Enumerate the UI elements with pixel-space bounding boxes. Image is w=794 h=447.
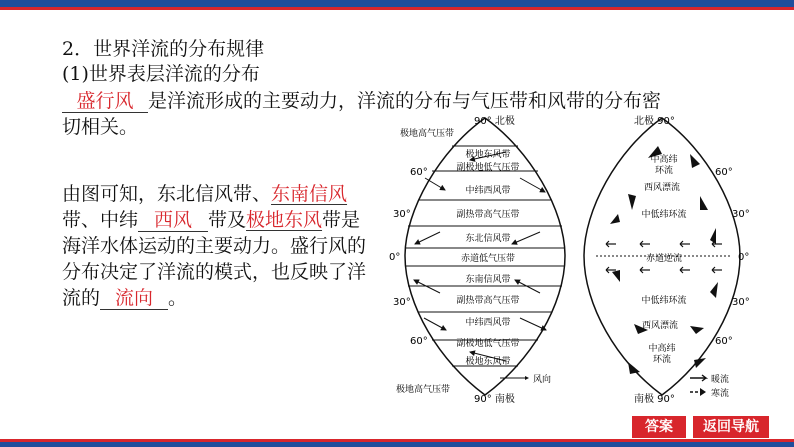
left-lat-30n: 30° [393,209,411,220]
label-mid-low-lat-n: 中低纬环流 [641,210,687,220]
right-lat-60s: 60° [715,336,733,347]
blank-prevailing-wind: 盛行风 [62,90,148,113]
answer-button[interactable]: 答案 [632,416,686,438]
paragraph-2-line-3: 海洋水体运动的主要动力。盛行风的 [62,235,367,257]
band-subtropical-high-n: 副热带高气压带 [456,210,520,220]
right-lat-30s: 30° [732,297,750,308]
band-se-trade: 东南信风带 [465,275,511,285]
p2-text-b: 带、中纬 [62,209,139,231]
band-westerly-n: 中纬西风带 [465,186,511,196]
left-corner-top: 极地高气压带 [400,129,455,139]
band-ne-trade: 东北信风带 [465,234,511,244]
right-lat-30n: 30° [732,209,750,220]
label-high-lat-n-1: 中高纬 [650,155,678,165]
band-subtropical-high-s: 副热带高气压带 [456,296,520,306]
label-west-wind-drift-n: 西风漂流 [643,183,681,193]
paragraph-1-line-2: 切相关。 [62,116,139,138]
paragraph-2-line-4: 分布决定了洋流的模式，也反映了洋 [62,261,367,283]
label-mid-low-lat-s: 中低纬环流 [641,296,687,306]
left-globe-winds [389,114,565,405]
p2-text-e: 流的 [62,287,101,309]
band-subpolar-low-s: 副极地低气压带 [456,339,520,349]
label-west-wind-drift-s: 西风漂流 [641,321,679,331]
left-lat-0: 0° [389,252,401,263]
legend-cold-label: 寒流 [711,389,730,399]
right-top-label: 北极 90° [634,116,675,127]
legend-wind-label: 风向 [533,375,552,385]
legend-warm-label: 暖流 [711,375,730,385]
band-westerly-s: 中纬西风带 [465,318,511,328]
p2-text-a: 由图可知，东北信风带、 [62,183,272,205]
left-lat-60s: 60° [410,336,428,347]
legend-warm-arrow [690,375,706,381]
p2-text-d: 带是 [322,209,361,231]
right-bottom-label: 南极 90° [634,394,675,405]
left-lat-60n: 60° [410,167,428,178]
label-equatorial-counter: 赤道逆流 [645,254,683,264]
label-high-lat-s-2: 环流 [652,355,672,365]
right-lat-0: 0° [738,252,750,263]
left-corner-bottom: 极地高气压带 [396,385,451,395]
band-equatorial-low: 赤道低气压带 [460,254,516,264]
p2-text-c: 带及 [208,209,247,231]
answer-polar-easterly: 极地东风 [246,209,323,231]
band-polar-east-n: 极地东风带 [465,150,511,160]
legend [500,373,729,399]
left-bottom-label: 90° 南极 [474,394,515,405]
p2-text-f: 。 [168,287,188,309]
band-subpolar-low-n: 副极地低气压带 [456,163,520,173]
label-high-lat-s-1: 中高纬 [648,344,676,354]
right-lat-60n: 60° [715,167,733,178]
paragraph-1-text: 是洋流形成的主要动力，洋流的分布与气压带和风带的分布密 [148,90,662,112]
blank-westerlies: 西风 [138,209,208,232]
blank-flow-direction: 流向 [100,287,168,310]
back-navigation-button[interactable]: 返回导航 [693,416,769,438]
right-globe-currents [584,114,750,405]
label-high-lat-n-2: 环流 [654,166,674,176]
answer-southeast-trade: 东南信风 [271,183,348,205]
section-subheading: (1)世界表层洋流的分布 [62,63,260,85]
left-lat-30s: 30° [393,297,411,308]
band-polar-east-s: 极地东风带 [465,357,511,367]
bottom-banner [0,439,794,447]
left-top-label: 90° 北极 [474,116,515,127]
section-heading: 2．世界洋流的分布规律 [62,38,265,60]
